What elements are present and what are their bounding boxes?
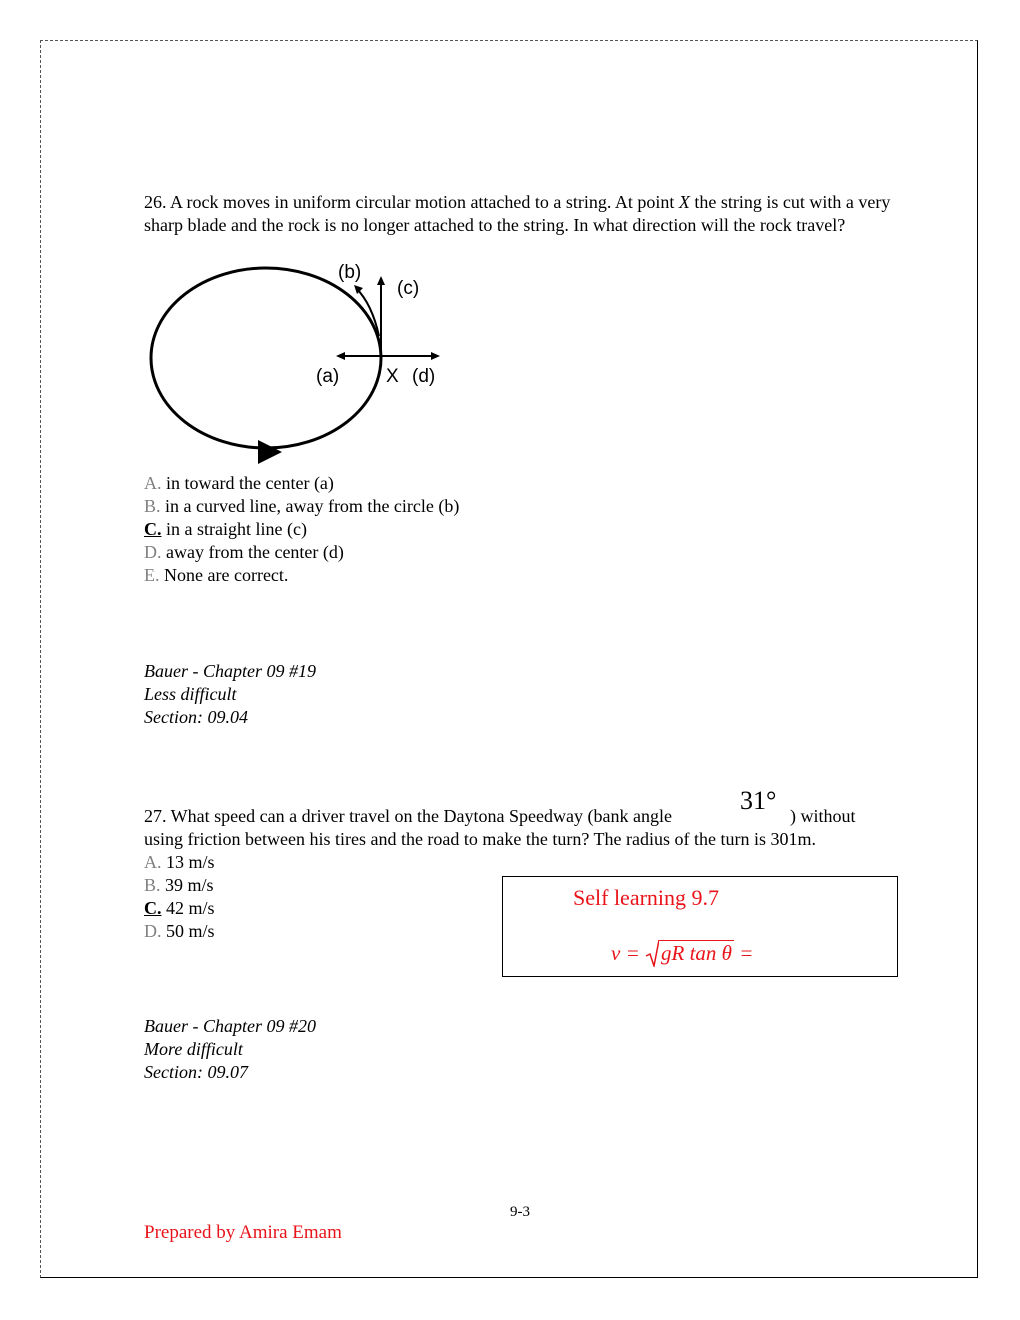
label-c: (c) [397,278,420,299]
q27-option-b: B. 39 m/s [144,875,214,895]
q27-option-a: A. 13 m/s [144,852,215,872]
q26-section: Section: 09.04 [144,707,248,727]
q27-option-d: D. 50 m/s [144,921,215,941]
label-x: X [386,366,399,387]
label-b: (b) [338,262,362,283]
arrow-a-head [336,352,345,360]
q26-source: Bauer - Chapter 09 #19 [144,661,316,681]
note-title: Self learning 9.7 [573,885,720,910]
q27-source: Bauer - Chapter 09 #20 [144,1016,316,1036]
q27-bank-angle: 31° [740,786,777,815]
q27-stem-line2: using friction between his tires and the road to make the turn? The radius of the turn is 301m. [144,829,817,849]
q26-option-e: E. None are correct. [144,565,289,585]
arrow-d-head [431,352,440,360]
page-number: 9-3 [510,1204,530,1220]
q26-stem: 26. A rock moves in uniform circular motion attached to a string. At point X the string is cut with a very sharp blade and the rock is no longer attached to the string. In what direction will the rock travel? [144,192,891,235]
q26-option-c: C. in a straight line (c) [144,519,307,539]
motion-arrowhead [258,440,282,464]
q26-option-d: D. away from the center (d) [144,542,344,562]
q26-difficulty: Less difficult [144,684,237,704]
sqrt-symbol: gR tan θ [645,941,734,966]
q27-option-c: C. 42 m/s [144,898,215,918]
note-formula: v = gR tan θ = [611,941,754,965]
arrow-b-head [354,285,363,294]
q27-stem-line1: 27. What speed can a driver travel on the Daytona Speedway (bank angle [144,806,672,826]
q27-section: Section: 09.07 [144,1062,248,1082]
self-learning-note-box [502,876,898,977]
q26-circle-diagram [140,258,460,468]
q26-option-b: B. in a curved line, away from the circle (b) [144,496,460,516]
q27-difficulty: More difficult [144,1039,243,1059]
footer-credit: Prepared by Amira Emam [144,1222,342,1243]
arrow-c-head [377,276,385,285]
q27-stem-line1-end: ) without [790,806,856,826]
label-d: (d) [412,366,436,387]
q26-option-a: A. in toward the center (a) [144,473,334,493]
label-a: (a) [316,366,340,387]
circle-path [151,268,381,448]
